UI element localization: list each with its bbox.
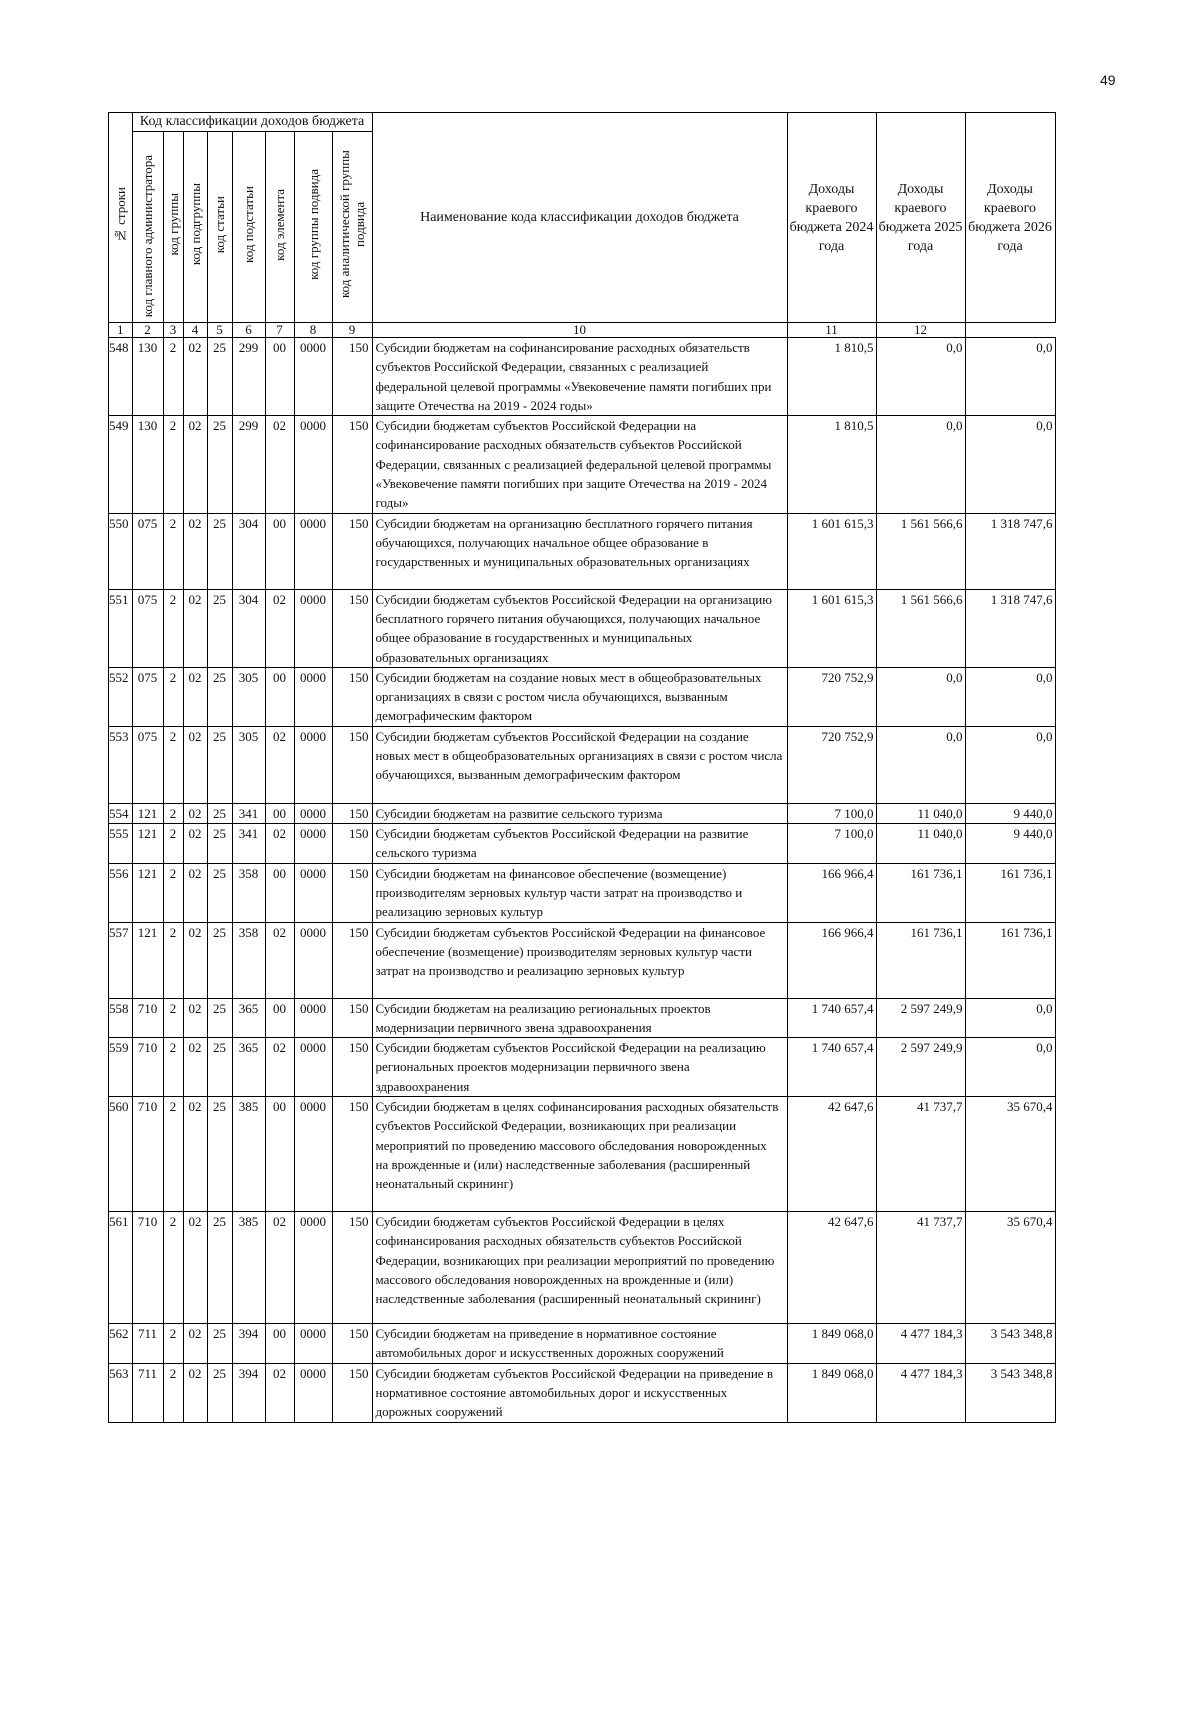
subtype-group-code: 0000 <box>294 338 332 416</box>
analytic-group-code: 150 <box>332 338 372 416</box>
subarticle-code: 304 <box>232 513 265 589</box>
row-number: 556 <box>109 863 133 922</box>
group-code: 2 <box>163 922 183 998</box>
subtype-group-code: 0000 <box>294 1212 332 1324</box>
income-2025: 4 477 184,3 <box>876 1324 965 1364</box>
income-2025: 161 736,1 <box>876 922 965 998</box>
header-analytic-group-code: код аналитической группы подвида <box>332 132 372 323</box>
income-2025: 1 561 566,6 <box>876 513 965 589</box>
element-code: 02 <box>265 1363 294 1422</box>
income-name: Субсидии бюджетам на организацию бесплатного горячего питания обучающихся, получающих начальное общее образование в государственных и муниципальных образовательных организациях <box>372 513 787 589</box>
element-code: 00 <box>265 1097 294 1212</box>
header-classification-group: Код классификации доходов бюджета <box>132 113 372 132</box>
article-code: 25 <box>207 1038 232 1097</box>
subgroup-code: 02 <box>183 803 207 823</box>
subarticle-code: 365 <box>232 998 265 1038</box>
article-code: 25 <box>207 416 232 513</box>
row-number: 555 <box>109 824 133 864</box>
analytic-group-code: 150 <box>332 1097 372 1212</box>
income-2024: 7 100,0 <box>787 803 876 823</box>
income-2024: 720 752,9 <box>787 726 876 803</box>
group-code: 2 <box>163 824 183 864</box>
income-2025: 161 736,1 <box>876 863 965 922</box>
column-number: 4 <box>183 323 207 338</box>
income-name: Субсидии бюджетам субъектов Российской Федерации в целях софинансирования расходных обязательств субъектов Российской Федерации, возникающих при реализации мероприятий по проведению массового обследования новорожденных на врожденные и (или) наследственные заболевания (расширенный неонатальный скрининг) <box>372 1212 787 1324</box>
income-name: Субсидии бюджетам на создание новых мест в общеобразовательных организациях в связи с ростом числа обучающихся, вызванным демографическим фактором <box>372 667 787 726</box>
analytic-group-code: 150 <box>332 803 372 823</box>
income-2025: 41 737,7 <box>876 1097 965 1212</box>
subarticle-code: 299 <box>232 338 265 416</box>
group-code: 2 <box>163 513 183 589</box>
table-row <box>109 803 1056 823</box>
column-number: 10 <box>372 323 787 338</box>
table-row <box>109 1097 1056 1212</box>
admin-code: 121 <box>132 922 163 998</box>
element-code: 02 <box>265 1212 294 1324</box>
group-code: 2 <box>163 1097 183 1212</box>
row-number: 552 <box>109 667 133 726</box>
table-row <box>109 922 1056 998</box>
group-code: 2 <box>163 1212 183 1324</box>
subarticle-code: 385 <box>232 1097 265 1212</box>
row-number: 559 <box>109 1038 133 1097</box>
subarticle-code: 385 <box>232 1212 265 1324</box>
income-2024: 720 752,9 <box>787 667 876 726</box>
admin-code: 121 <box>132 863 163 922</box>
analytic-group-code: 150 <box>332 416 372 513</box>
article-code: 25 <box>207 922 232 998</box>
income-2026: 0,0 <box>965 416 1055 513</box>
header-element-code: код элемента <box>265 132 294 323</box>
subgroup-code: 02 <box>183 863 207 922</box>
analytic-group-code: 150 <box>332 922 372 998</box>
subtype-group-code: 0000 <box>294 1324 332 1364</box>
article-code: 25 <box>207 726 232 803</box>
table-row <box>109 667 1056 726</box>
element-code: 02 <box>265 726 294 803</box>
element-code: 00 <box>265 667 294 726</box>
income-2026: 9 440,0 <box>965 824 1055 864</box>
income-2024: 1 740 657,4 <box>787 1038 876 1097</box>
subtype-group-code: 0000 <box>294 922 332 998</box>
analytic-group-code: 150 <box>332 589 372 667</box>
header-subgroup-code: код подгруппы <box>183 132 207 323</box>
admin-code: 075 <box>132 667 163 726</box>
column-number: 2 <box>132 323 163 338</box>
subtype-group-code: 0000 <box>294 803 332 823</box>
income-2025: 2 597 249,9 <box>876 998 965 1038</box>
subgroup-code: 02 <box>183 726 207 803</box>
table-row <box>109 998 1056 1038</box>
subarticle-code: 304 <box>232 589 265 667</box>
header-subtype-group-code: код группы подвида <box>294 132 332 323</box>
subgroup-code: 02 <box>183 1097 207 1212</box>
income-2024: 1 810,5 <box>787 338 876 416</box>
income-2025: 41 737,7 <box>876 1212 965 1324</box>
subtype-group-code: 0000 <box>294 1038 332 1097</box>
column-number: 1 <box>109 323 133 338</box>
admin-code: 710 <box>132 1038 163 1097</box>
row-number: 562 <box>109 1324 133 1364</box>
income-name: Субсидии бюджетам субъектов Российской Федерации на создание новых мест в общеобразовательных организациях в связи с ростом числа обучающихся, вызванным демографическим фактором <box>372 726 787 803</box>
row-number: 560 <box>109 1097 133 1212</box>
admin-code: 075 <box>132 726 163 803</box>
admin-code: 121 <box>132 803 163 823</box>
header-article-code: код статьи <box>207 132 232 323</box>
income-2025: 0,0 <box>876 667 965 726</box>
article-code: 25 <box>207 1212 232 1324</box>
row-number: 563 <box>109 1363 133 1422</box>
subgroup-code: 02 <box>183 1363 207 1422</box>
income-2026: 0,0 <box>965 998 1055 1038</box>
income-2026: 1 318 747,6 <box>965 589 1055 667</box>
subarticle-code: 394 <box>232 1363 265 1422</box>
income-name: Субсидии бюджетам на развитие сельского туризма <box>372 803 787 823</box>
income-2025: 0,0 <box>876 726 965 803</box>
element-code: 00 <box>265 1324 294 1364</box>
income-2024: 42 647,6 <box>787 1212 876 1324</box>
subarticle-code: 341 <box>232 803 265 823</box>
subtype-group-code: 0000 <box>294 726 332 803</box>
subgroup-code: 02 <box>183 998 207 1038</box>
admin-code: 075 <box>132 513 163 589</box>
table-row <box>109 863 1056 922</box>
income-2024: 1 601 615,3 <box>787 513 876 589</box>
row-number: 557 <box>109 922 133 998</box>
income-2025: 11 040,0 <box>876 803 965 823</box>
article-code: 25 <box>207 863 232 922</box>
article-code: 25 <box>207 803 232 823</box>
income-2026: 161 736,1 <box>965 922 1055 998</box>
subarticle-code: 358 <box>232 863 265 922</box>
admin-code: 075 <box>132 589 163 667</box>
income-2025: 4 477 184,3 <box>876 1363 965 1422</box>
income-2024: 166 966,4 <box>787 922 876 998</box>
income-name: Субсидии бюджетам в целях софинансирования расходных обязательств субъектов Российской Федерации, возникающих при реализации мероприятий по проведению массового обследования новорожденных на врожденные и (или) наследственные заболевания (расширенный неонатальный скрининг) <box>372 1097 787 1212</box>
subgroup-code: 02 <box>183 513 207 589</box>
element-code: 02 <box>265 416 294 513</box>
income-name: Субсидии бюджетам субъектов Российской Федерации на софинансирование расходных обязательств субъектов Российской Федерации, связанных с реализацией федеральной целевой программы «Увековечение памяти погибших при защите Отечества на 2019 - 2024 годы» <box>372 416 787 513</box>
income-2026: 0,0 <box>965 726 1055 803</box>
income-2024: 1 601 615,3 <box>787 589 876 667</box>
subarticle-code: 365 <box>232 1038 265 1097</box>
element-code: 00 <box>265 863 294 922</box>
header-income-2024: Доходы краевого бюджета 2024 года <box>787 113 876 323</box>
analytic-group-code: 150 <box>332 1038 372 1097</box>
subarticle-code: 299 <box>232 416 265 513</box>
income-2026: 0,0 <box>965 338 1055 416</box>
admin-code: 710 <box>132 1097 163 1212</box>
income-2024: 1 849 068,0 <box>787 1363 876 1422</box>
subtype-group-code: 0000 <box>294 1097 332 1212</box>
column-numbers-row <box>109 323 1056 338</box>
analytic-group-code: 150 <box>332 863 372 922</box>
subtype-group-code: 0000 <box>294 1363 332 1422</box>
column-number: 12 <box>876 323 965 338</box>
income-name: Субсидии бюджетам субъектов Российской Федерации на организацию бесплатного горячего питания обучающихся, получающих начальное общее образование в государственных и муниципальных образовательных организациях <box>372 589 787 667</box>
row-number: 549 <box>109 416 133 513</box>
column-number: 8 <box>294 323 332 338</box>
admin-code: 130 <box>132 338 163 416</box>
header-admin-code: код главного администратора <box>132 132 163 323</box>
income-name: Субсидии бюджетам субъектов Российской Федерации на приведение в нормативное состояние автомобильных дорог и искусственных дорожных сооружений <box>372 1363 787 1422</box>
group-code: 2 <box>163 1363 183 1422</box>
group-code: 2 <box>163 667 183 726</box>
header-row-no: № строки <box>109 113 133 323</box>
article-code: 25 <box>207 667 232 726</box>
income-2024: 1 849 068,0 <box>787 1324 876 1364</box>
subarticle-code: 394 <box>232 1324 265 1364</box>
income-2024: 166 966,4 <box>787 863 876 922</box>
article-code: 25 <box>207 1363 232 1422</box>
income-name: Субсидии бюджетам субъектов Российской Федерации на реализацию региональных проектов модернизации первичного звена здравоохранения <box>372 1038 787 1097</box>
subarticle-code: 341 <box>232 824 265 864</box>
subtype-group-code: 0000 <box>294 416 332 513</box>
row-number: 553 <box>109 726 133 803</box>
column-number: 11 <box>787 323 876 338</box>
table-row <box>109 1038 1056 1097</box>
group-code: 2 <box>163 1038 183 1097</box>
income-2024: 7 100,0 <box>787 824 876 864</box>
column-number: 6 <box>232 323 265 338</box>
subarticle-code: 305 <box>232 726 265 803</box>
group-code: 2 <box>163 863 183 922</box>
element-code: 00 <box>265 998 294 1038</box>
row-number: 558 <box>109 998 133 1038</box>
table-row <box>109 513 1056 589</box>
analytic-group-code: 150 <box>332 1324 372 1364</box>
income-2026: 35 670,4 <box>965 1097 1055 1212</box>
table-row <box>109 338 1056 416</box>
group-code: 2 <box>163 589 183 667</box>
subgroup-code: 02 <box>183 589 207 667</box>
article-code: 25 <box>207 1097 232 1212</box>
row-number: 561 <box>109 1212 133 1324</box>
element-code: 02 <box>265 1038 294 1097</box>
subgroup-code: 02 <box>183 338 207 416</box>
income-name: Субсидии бюджетам на реализацию региональных проектов модернизации первичного звена здравоохранения <box>372 998 787 1038</box>
income-name: Субсидии бюджетам на приведение в нормативное состояние автомобильных дорог и искусственных дорожных сооружений <box>372 1324 787 1364</box>
table-row <box>109 416 1056 513</box>
element-code: 02 <box>265 824 294 864</box>
income-2026: 35 670,4 <box>965 1212 1055 1324</box>
header-income-name: Наименование кода классификации доходов бюджета <box>372 113 787 323</box>
group-code: 2 <box>163 416 183 513</box>
budget-income-table <box>108 112 1056 1423</box>
row-number: 550 <box>109 513 133 589</box>
row-number: 551 <box>109 589 133 667</box>
table-row <box>109 1324 1056 1364</box>
table-row <box>109 824 1056 864</box>
element-code: 02 <box>265 589 294 667</box>
subtype-group-code: 0000 <box>294 667 332 726</box>
subtype-group-code: 0000 <box>294 513 332 589</box>
income-name: Субсидии бюджетам на финансовое обеспечение (возмещение) производителям зерновых культур части затрат на производство и реализацию зерновых культур <box>372 863 787 922</box>
income-2026: 0,0 <box>965 667 1055 726</box>
group-code: 2 <box>163 726 183 803</box>
subgroup-code: 02 <box>183 1324 207 1364</box>
income-2026: 1 318 747,6 <box>965 513 1055 589</box>
subarticle-code: 305 <box>232 667 265 726</box>
subgroup-code: 02 <box>183 824 207 864</box>
subtype-group-code: 0000 <box>294 824 332 864</box>
analytic-group-code: 150 <box>332 998 372 1038</box>
column-number: 3 <box>163 323 183 338</box>
element-code: 02 <box>265 922 294 998</box>
income-2026: 3 543 348,8 <box>965 1363 1055 1422</box>
header-group-code: код группы <box>163 132 183 323</box>
analytic-group-code: 150 <box>332 1363 372 1422</box>
subgroup-code: 02 <box>183 1212 207 1324</box>
group-code: 2 <box>163 338 183 416</box>
income-2025: 1 561 566,6 <box>876 589 965 667</box>
income-2026: 9 440,0 <box>965 803 1055 823</box>
row-number: 548 <box>109 338 133 416</box>
income-2025: 0,0 <box>876 338 965 416</box>
analytic-group-code: 150 <box>332 513 372 589</box>
income-2026: 0,0 <box>965 1038 1055 1097</box>
income-2026: 161 736,1 <box>965 863 1055 922</box>
column-number: 5 <box>207 323 232 338</box>
article-code: 25 <box>207 338 232 416</box>
table-row <box>109 1212 1056 1324</box>
group-code: 2 <box>163 1324 183 1364</box>
subgroup-code: 02 <box>183 416 207 513</box>
subgroup-code: 02 <box>183 922 207 998</box>
article-code: 25 <box>207 589 232 667</box>
analytic-group-code: 150 <box>332 824 372 864</box>
header-subarticle-code: код подстатьи <box>232 132 265 323</box>
element-code: 00 <box>265 338 294 416</box>
income-2025: 11 040,0 <box>876 824 965 864</box>
table-row <box>109 1363 1056 1422</box>
element-code: 00 <box>265 803 294 823</box>
subtype-group-code: 0000 <box>294 589 332 667</box>
subtype-group-code: 0000 <box>294 998 332 1038</box>
group-code: 2 <box>163 998 183 1038</box>
income-2025: 2 597 249,9 <box>876 1038 965 1097</box>
subtype-group-code: 0000 <box>294 863 332 922</box>
subgroup-code: 02 <box>183 1038 207 1097</box>
income-2024: 1 810,5 <box>787 416 876 513</box>
header-income-2026: Доходы краевого бюджета 2026 года <box>965 113 1055 323</box>
income-name: Субсидии бюджетам субъектов Российской Федерации на развитие сельского туризма <box>372 824 787 864</box>
row-number: 554 <box>109 803 133 823</box>
element-code: 00 <box>265 513 294 589</box>
analytic-group-code: 150 <box>332 1212 372 1324</box>
admin-code: 710 <box>132 1212 163 1324</box>
article-code: 25 <box>207 824 232 864</box>
header-income-2025: Доходы краевого бюджета 2025 года <box>876 113 965 323</box>
income-name: Субсидии бюджетам субъектов Российской Федерации на финансовое обеспечение (возмещение) производителям зерновых культур части затрат на производство и реализацию зерновых культур <box>372 922 787 998</box>
column-number: 9 <box>332 323 372 338</box>
article-code: 25 <box>207 998 232 1038</box>
income-2024: 1 740 657,4 <box>787 998 876 1038</box>
admin-code: 121 <box>132 824 163 864</box>
analytic-group-code: 150 <box>332 726 372 803</box>
admin-code: 130 <box>132 416 163 513</box>
subarticle-code: 358 <box>232 922 265 998</box>
income-2025: 0,0 <box>876 416 965 513</box>
table-row <box>109 589 1056 667</box>
table-row <box>109 726 1056 803</box>
subgroup-code: 02 <box>183 667 207 726</box>
income-2026: 3 543 348,8 <box>965 1324 1055 1364</box>
column-number: 7 <box>265 323 294 338</box>
admin-code: 711 <box>132 1324 163 1364</box>
page-number: 49 <box>1100 72 1116 88</box>
article-code: 25 <box>207 513 232 589</box>
income-2024: 42 647,6 <box>787 1097 876 1212</box>
analytic-group-code: 150 <box>332 667 372 726</box>
admin-code: 710 <box>132 998 163 1038</box>
group-code: 2 <box>163 803 183 823</box>
admin-code: 711 <box>132 1363 163 1422</box>
article-code: 25 <box>207 1324 232 1364</box>
income-name: Субсидии бюджетам на софинансирование расходных обязательств субъектов Российской Федерации, связанных с реализацией федеральной целевой программы «Увековечение памяти погибших при защите Отечества на 2019 - 2024 годы» <box>372 338 787 416</box>
